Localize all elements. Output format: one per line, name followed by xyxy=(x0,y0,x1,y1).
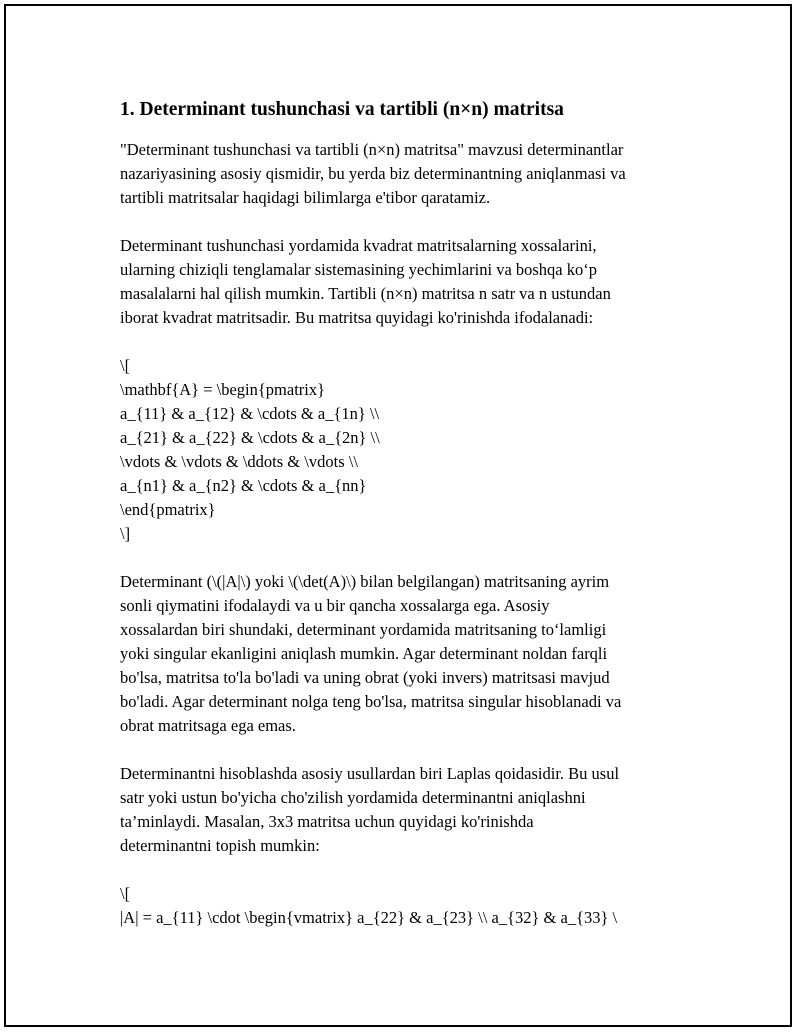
section-heading: 1. Determinant tushunchasi va tartibli (n×n) matritsa xyxy=(120,99,564,120)
text-line: yoki singular ekanligini aniqlash mumkin. Agar determinant noldan farqli xyxy=(120,644,608,663)
paragraph xyxy=(120,570,700,738)
paragraph xyxy=(120,138,700,210)
text-line: \[ xyxy=(120,884,131,903)
text-line: a_{21} & a_{22} & \cdots & a_{2n} \\ xyxy=(120,428,380,447)
text-line: ularning chiziqli tenglamalar sistemasining yechimlarini va boshqa ko‘p xyxy=(120,260,598,279)
paragraph xyxy=(120,882,700,930)
text-line: Determinant tushunchasi yordamida kvadrat matritsalarning xossalarini, xyxy=(120,236,597,255)
text-line: a_{n1} & a_{n2} & \cdots & a_{nn} xyxy=(120,476,367,495)
text-line: tartibli matritsalar haqidagi bilimlarga e'tibor qaratamiz. xyxy=(120,188,491,207)
text-line: \end{pmatrix} xyxy=(120,500,216,519)
paragraph xyxy=(120,234,700,330)
text-line: sonli qiymatini ifodalaydi va u bir qancha xossalarga ega. Asosiy xyxy=(120,596,550,615)
text-line: ta’minlaydi. Masalan, 3x3 matritsa uchun quyidagi ko'rinishda xyxy=(120,812,534,831)
text-line: bo'lsa, matritsa to'la bo'ladi va uning obrat (yoki invers) matritsasi mavjud xyxy=(120,668,610,687)
page-frame xyxy=(4,4,792,1027)
paragraph-container xyxy=(120,138,700,930)
text-line: satr yoki ustun bo'yicha cho'zilish yordamida determinantni aniqlashni xyxy=(120,788,586,807)
text-line: \mathbf{A} = \begin{pmatrix} xyxy=(120,380,326,399)
text-line: Determinantni hisoblashda asosiy usullardan biri Laplas qoidasidir. Bu usul xyxy=(120,764,620,783)
text-line: nazariyasining asosiy qismidir, bu yerda biz determinantning aniqlanmasi va xyxy=(120,164,626,183)
paragraph xyxy=(120,354,700,546)
text-line: obrat matritsaga ega emas. xyxy=(120,716,296,735)
text-line: Determinant (\(|A|\) yoki \(\det(A)\) bilan belgilangan) matritsaning ayrim xyxy=(120,572,610,591)
text-line: |A| = a_{11} \cdot \begin{vmatrix} a_{22} & a_{23} \\ a_{32} & a_{33} \ xyxy=(120,908,618,927)
text-line: masalalarni hal qilish mumkin. Tartibli (n×n) matritsa n satr va n ustundan xyxy=(120,284,611,303)
text-line: xossalardan biri shundaki, determinant yordamida matritsaning to‘lamligi xyxy=(120,620,607,639)
text-line: \vdots & \vdots & \ddots & \vdots \\ xyxy=(120,452,358,471)
text-line: \] xyxy=(120,524,131,543)
text-line: iborat kvadrat matritsadir. Bu matritsa quyidagi ko'rinishda ifodalanadi: xyxy=(120,308,594,327)
text-line: bo'ladi. Agar determinant nolga teng bo'lsa, matritsa singular hisoblanadi va xyxy=(120,692,622,711)
document-body xyxy=(120,98,700,954)
paragraph xyxy=(120,762,700,858)
text-line: a_{11} & a_{12} & \cdots & a_{1n} \\ xyxy=(120,404,380,423)
text-line: "Determinant tushunchasi va tartibli (n×n) matritsa" mavzusi determinantlar xyxy=(120,140,624,159)
text-line: determinantni topish mumkin: xyxy=(120,836,320,855)
text-line: \[ xyxy=(120,356,131,375)
